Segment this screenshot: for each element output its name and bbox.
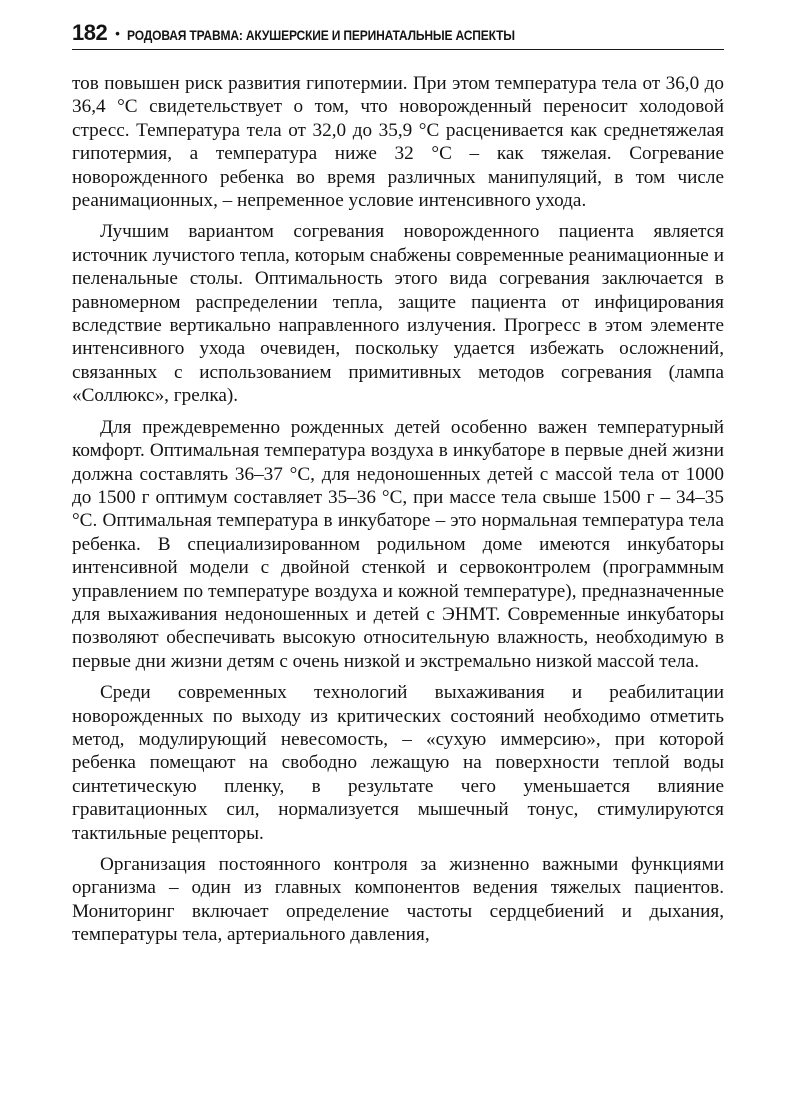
running-title: РОДОВАЯ ТРАВМА: АКУШЕРСКИЕ И ПЕРИНАТАЛЬНЫЕ АСПЕКТЫ — [126, 27, 515, 43]
paragraph-4: Среди современных технологий выхаживания и реабилитации новорожденных по выходу из критических состояний необходимо отметить метод, модулирующий невесомость, – «сухую иммерсию», при которой ребенка помещают на свободно лежащую на поверхности теплой воды синтетическую пленку, в результате чего уменьшается влияние гравитационных сил, нормализуется мышечный тонус, стимулируются тактильные рецепторы. — [72, 682, 724, 844]
page-number: 182 — [72, 20, 108, 45]
paragraph-3: Для преждевременно рожденных детей особенно важен температурный комфорт. Оптимальная температура воздуха в инкубаторе в первые дней жизни должна составлять 36–37 °С, для недоношенных детей с массой тела от 1000 до 1500 г оптимум составляет 35–36 °С, при массе тела свыше 1500 г – 34–35 °С. Оптимальная температура в инкубаторе – это нормальная температура тела ребенка. В специализированном родильном доме имеются инкубаторы интенсивной модели с двойной стенкой и сервоконтролем (программным управлением по температуре воздуха и кожной температуре), предназначенные для выхаживания недоношенных и детей с ЭНМТ. Современные инкубаторы позволяют обеспечивать высокую относительную влажность, необходимую в первые дни жизни детям с очень низкой и экстремально низкой массой тела. — [72, 416, 724, 672]
book-page — [72, 22, 724, 955]
paragraph-2: Лучшим вариантом согревания новорожденного пациента является источник лучистого тепла, которым снабжены современные реанимационные и пеленальные столы. Оптимальность этого вида согревания заключается в равномерном распределении тепла, защите пациента от инфицирования вследствие вертикально направленного излучения. Прогресс в этом элементе интенсивного ухода очевиден, поскольку удается избежать осложнений, связанных с использованием примитивных методов согревания (лампа «Соллюкс», грелка). — [72, 221, 724, 407]
body-text — [72, 72, 724, 947]
paragraph-1: тов повышен риск развития гипотермии. При этом температура тела от 36,0 до 36,4 °С свидетельствует о том, что новорожденный переносит холодовой стресс. Температура тела от 32,0 до 35,9 °С расценивается как среднетяжелая гипотермия, а температура ниже 32 °С – как тяжелая. Согревание новорожденного ребенка во время различных манипуляций, в том числе реанимационных, – непременное условие интенсивного ухода. — [72, 73, 724, 212]
running-head — [72, 22, 724, 50]
header-bullet: • — [115, 26, 120, 41]
paragraph-5: Организация постоянного контроля за жизненно важными функциями организма – один из главных компонентов ведения тяжелых пациентов. Мониторинг включает определение частоты сердцебиений и дыхания, температуры тела, артериального давления, — [72, 854, 724, 946]
